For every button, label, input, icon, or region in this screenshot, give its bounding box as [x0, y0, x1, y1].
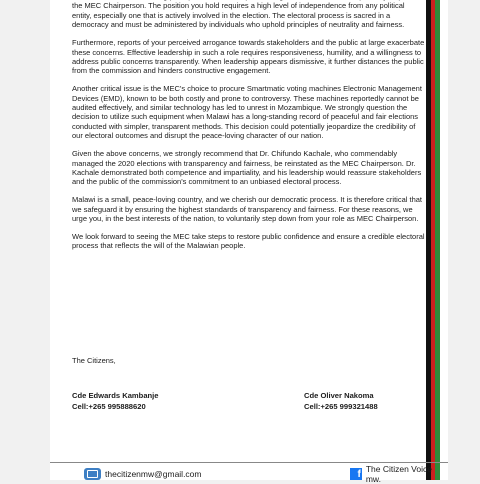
- signatory-name: Cde Oliver Nakoma: [304, 391, 374, 400]
- flag-stripes: [426, 0, 440, 480]
- paragraph: Given the above concerns, we strongly recommend that Dr. Chifundo Kachale, who commendably managed the 2020 elections with transparency and fairness, be reinstated as the MEC Chairperson. Dr. Kachale demonstrated both competence and impartiality, and his leadership would reassure stakeholders and the public of the commission's commitment to an unbiased electoral process.: [72, 149, 422, 187]
- letter-page: [50, 0, 448, 484]
- paragraph: Another critical issue is the MEC's choice to procure Smartmatic voting machines Electronic Management Devices (EMD), known to be both costly and prone to controversy. These machines reportedly cannot be audited effectively, and similar technology has led to unrest in Mozambique. We strongly question the decision to utilize such equipment when Malawi has a long-standing record of peaceful and fair elections conducted with simpler, transparent methods. This decision could potentially jeopardize the credibility of our electoral outcomes and disrupt the peace-loving character of our nation.: [72, 84, 422, 141]
- signatory-left: [72, 391, 159, 412]
- signatory-cell: Cell:+265 995888620: [72, 401, 146, 411]
- letter-closing: The Citizens,: [72, 356, 116, 365]
- paragraph: Malawi is a small, peace-loving country, and we cherish our democratic process. It is therefore critical that we safeguard it by ensuring the highest standards of transparency and fairness. For these reasons, we urge you, in the best interests of the nation, to voluntarily step down from your role as MEC Chairperson.: [72, 195, 423, 224]
- paragraph: the MEC Chairperson. The position you hold requires a high level of independence from any political entity, especially one that is actively involved in the election. The electoral process is sacred in a democracy and must be administered by individuals who uphold principles of neutrality and fairness.: [72, 1, 405, 30]
- paragraph: Furthermore, reports of your perceived arrogance towards stakeholders and the public at large exacerbate these concerns. Effective leadership in such a role requires responsiveness, humility, and a willingness to address public concerns transparently. When leadership appears dismissive, it further distances the public from the commission and hinders constructive engagement.: [72, 38, 425, 76]
- stripe-green: [435, 0, 440, 480]
- email-text[interactable]: thecitizenmw@gmail.com: [105, 468, 202, 479]
- footer-facebook[interactable]: [350, 463, 448, 484]
- facebook-icon: f: [350, 468, 362, 480]
- signatory-cell: Cell:+265 999321488: [304, 401, 378, 411]
- signatory-name: Cde Edwards Kambanje: [72, 391, 159, 400]
- signatory-right: [304, 391, 378, 412]
- letter-body: [72, 0, 426, 259]
- facebook-text[interactable]: The Citizen Voice mw.: [365, 463, 432, 484]
- email-icon: [84, 468, 101, 480]
- footer-email[interactable]: [84, 467, 202, 480]
- paragraph: We look forward to seeing the MEC take steps to restore public confidence and ensure a credible electoral process that reflects the will of the Malawian people.: [72, 232, 425, 251]
